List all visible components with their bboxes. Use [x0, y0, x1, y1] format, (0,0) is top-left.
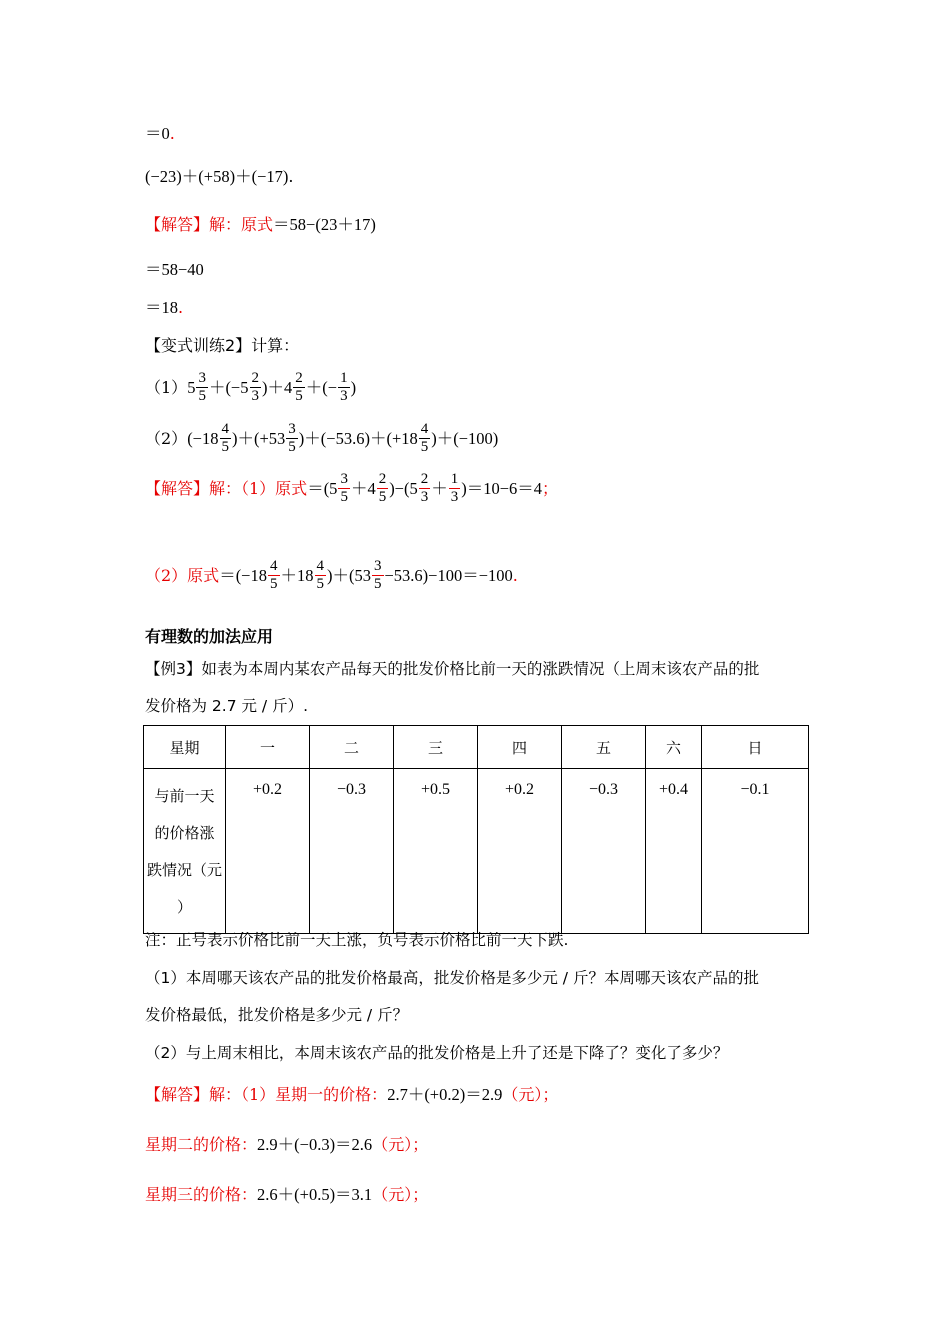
expr: ＝0 [145, 124, 170, 143]
header-cell: 四 [478, 726, 562, 769]
num: 3 [198, 370, 206, 386]
answer-unit: （元）； [372, 1135, 429, 1154]
term: ＋ [431, 478, 448, 498]
answer-label: （2）原式 [145, 565, 220, 585]
price-change-table [143, 725, 809, 934]
term: )＋(−53.6)＋(+18 [298, 428, 418, 448]
period: . [178, 298, 184, 317]
den: 5 [340, 489, 348, 505]
question-1-line-1: （1）本周哪天该农产品的批发价格最高，批发价格是多少元 / 斤？本周哪天该农产品的批 [145, 969, 759, 987]
practice-title: 【变式训练2】计算： [145, 336, 300, 355]
den: 3 [450, 489, 459, 505]
fraction [419, 421, 431, 456]
term: ＋18 [280, 565, 314, 585]
term: ＝(−18 [219, 565, 267, 585]
term: . [512, 565, 518, 585]
num: 4 [270, 558, 278, 574]
den: 5 [270, 576, 278, 592]
fraction [220, 421, 232, 456]
num: 3 [340, 471, 348, 487]
den: 5 [316, 576, 324, 592]
term: (−18 [187, 428, 219, 448]
item-label: （2） [145, 428, 188, 448]
fraction [196, 370, 208, 405]
header-cell: 二 [310, 726, 394, 769]
row-label-line: 的价格涨 [154, 824, 215, 842]
num: 2 [295, 370, 303, 386]
term: −53.6)−100＝−100 [384, 565, 513, 585]
den: 3 [420, 489, 429, 505]
question-2: （2）与上周末相比，本周末该农产品的批发价格是上升了还是下降了？变化了多少？ [145, 1044, 729, 1062]
problem-expression [145, 166, 293, 188]
section-heading: 有理数的加法应用 [145, 627, 274, 646]
answer-2-part-1 [145, 471, 558, 506]
fraction [293, 370, 305, 405]
row-label [144, 769, 226, 934]
answer-label: 【解答】解：（1）星期一的价格： [145, 1085, 388, 1104]
header-cell: 日 [702, 726, 809, 769]
answer-label: 星期三的价格： [145, 1185, 258, 1204]
answer-expr: 2.7＋(+0.2)＝2.9 [387, 1085, 503, 1104]
row-label-line: 与前一天 [154, 787, 215, 805]
expr: ＝58−40 [145, 260, 204, 279]
num: 4 [420, 421, 429, 437]
term: ＋(−5 [208, 377, 249, 397]
den: 5 [420, 439, 429, 455]
den: 3 [340, 388, 348, 404]
num: 2 [378, 471, 387, 487]
den: 5 [221, 439, 229, 455]
row-label-line: 跌情况（元 [146, 861, 222, 879]
num: 4 [316, 558, 324, 574]
num: 1 [340, 370, 348, 386]
table-row [144, 769, 809, 934]
answer-expr: 2.6＋(+0.5)＝3.1 [257, 1185, 373, 1204]
den: 5 [378, 489, 387, 505]
den: 5 [198, 388, 206, 404]
fraction [315, 558, 327, 593]
answer-1 [145, 214, 376, 236]
term: )＋(−100) [431, 428, 499, 448]
num: 3 [288, 421, 296, 437]
line-step [145, 259, 204, 281]
value-cell: +0.5 [394, 769, 478, 934]
fraction [338, 370, 350, 405]
num: 1 [450, 471, 459, 487]
example-text-line-2: 发价格为 2.7 元 / 斤）. [145, 697, 309, 715]
num: 2 [420, 471, 429, 487]
term: ； [542, 478, 559, 498]
practice-item-1 [145, 370, 356, 405]
num: 2 [251, 370, 259, 386]
den: 5 [288, 439, 296, 455]
term: ＋4 [350, 478, 376, 498]
term: ＋(− [305, 377, 338, 397]
answer-unit: （元）； [502, 1085, 559, 1104]
term: 5 [187, 377, 196, 397]
fraction [250, 370, 262, 405]
table-header-row [144, 726, 809, 769]
fraction [419, 471, 431, 506]
header-cell: 六 [646, 726, 702, 769]
answer-3-monday [145, 1084, 558, 1106]
term: ) [350, 377, 357, 397]
value-cell: +0.2 [478, 769, 562, 934]
expr: (−23)＋(+58)＋(−17) [145, 167, 289, 186]
row-label-line: ） [176, 898, 192, 916]
fraction [286, 421, 298, 456]
value-cell: +0.4 [646, 769, 702, 934]
header-cell: 三 [394, 726, 478, 769]
fraction [449, 471, 461, 506]
fraction [377, 471, 389, 506]
practice-item-2 [145, 421, 498, 456]
question-1-line-2: 发价格最低，批发价格是多少元 / 斤？ [145, 1006, 409, 1024]
fraction [268, 558, 280, 593]
answer-label: 【解答】解：原式 [145, 215, 274, 234]
den: 5 [374, 576, 382, 592]
num: 4 [221, 421, 229, 437]
line-result-zero [145, 123, 175, 145]
header-cell: 星期 [144, 726, 226, 769]
fraction [372, 558, 384, 593]
num: 3 [374, 558, 382, 574]
answer-3-wednesday [145, 1184, 428, 1206]
table-note: 注：正号表示价格比前一天上涨，负号表示价格比前一天下跌. [145, 931, 569, 949]
den: 3 [251, 388, 259, 404]
answer-label: 【解答】解：（1）原式 [145, 478, 308, 498]
header-cell: 一 [226, 726, 310, 769]
expr: ＝18 [145, 298, 178, 317]
term: ＝(5 [307, 478, 338, 498]
period: . [169, 124, 175, 143]
term: )＋(53 [327, 565, 371, 585]
example-text-line-1: 【例3】如表为本周内某农产品每天的批发价格比前一天的涨跌情况（上周末该农产品的批 [145, 660, 760, 678]
term: )＋(+53 [232, 428, 286, 448]
term: )−(5 [389, 478, 418, 498]
value-cell: −0.3 [310, 769, 394, 934]
answer-label: 星期二的价格： [145, 1135, 258, 1154]
answer-expr: 2.9＋(−0.3)＝2.6 [257, 1135, 373, 1154]
value-cell: −0.1 [702, 769, 809, 934]
answer-unit: （元）； [372, 1185, 429, 1204]
den: 5 [295, 388, 303, 404]
fraction [338, 471, 350, 506]
header-cell: 五 [562, 726, 646, 769]
answer-expr: ＝58−(23＋17) [273, 215, 376, 234]
value-cell: +0.2 [226, 769, 310, 934]
period: . [288, 167, 294, 186]
answer-3-tuesday [145, 1134, 428, 1156]
item-label: （1） [145, 377, 188, 397]
term: )＋4 [262, 377, 293, 397]
line-result [145, 297, 183, 319]
answer-2-part-2 [145, 558, 518, 593]
term: )＝10−6＝4 [461, 478, 543, 498]
value-cell: −0.3 [562, 769, 646, 934]
